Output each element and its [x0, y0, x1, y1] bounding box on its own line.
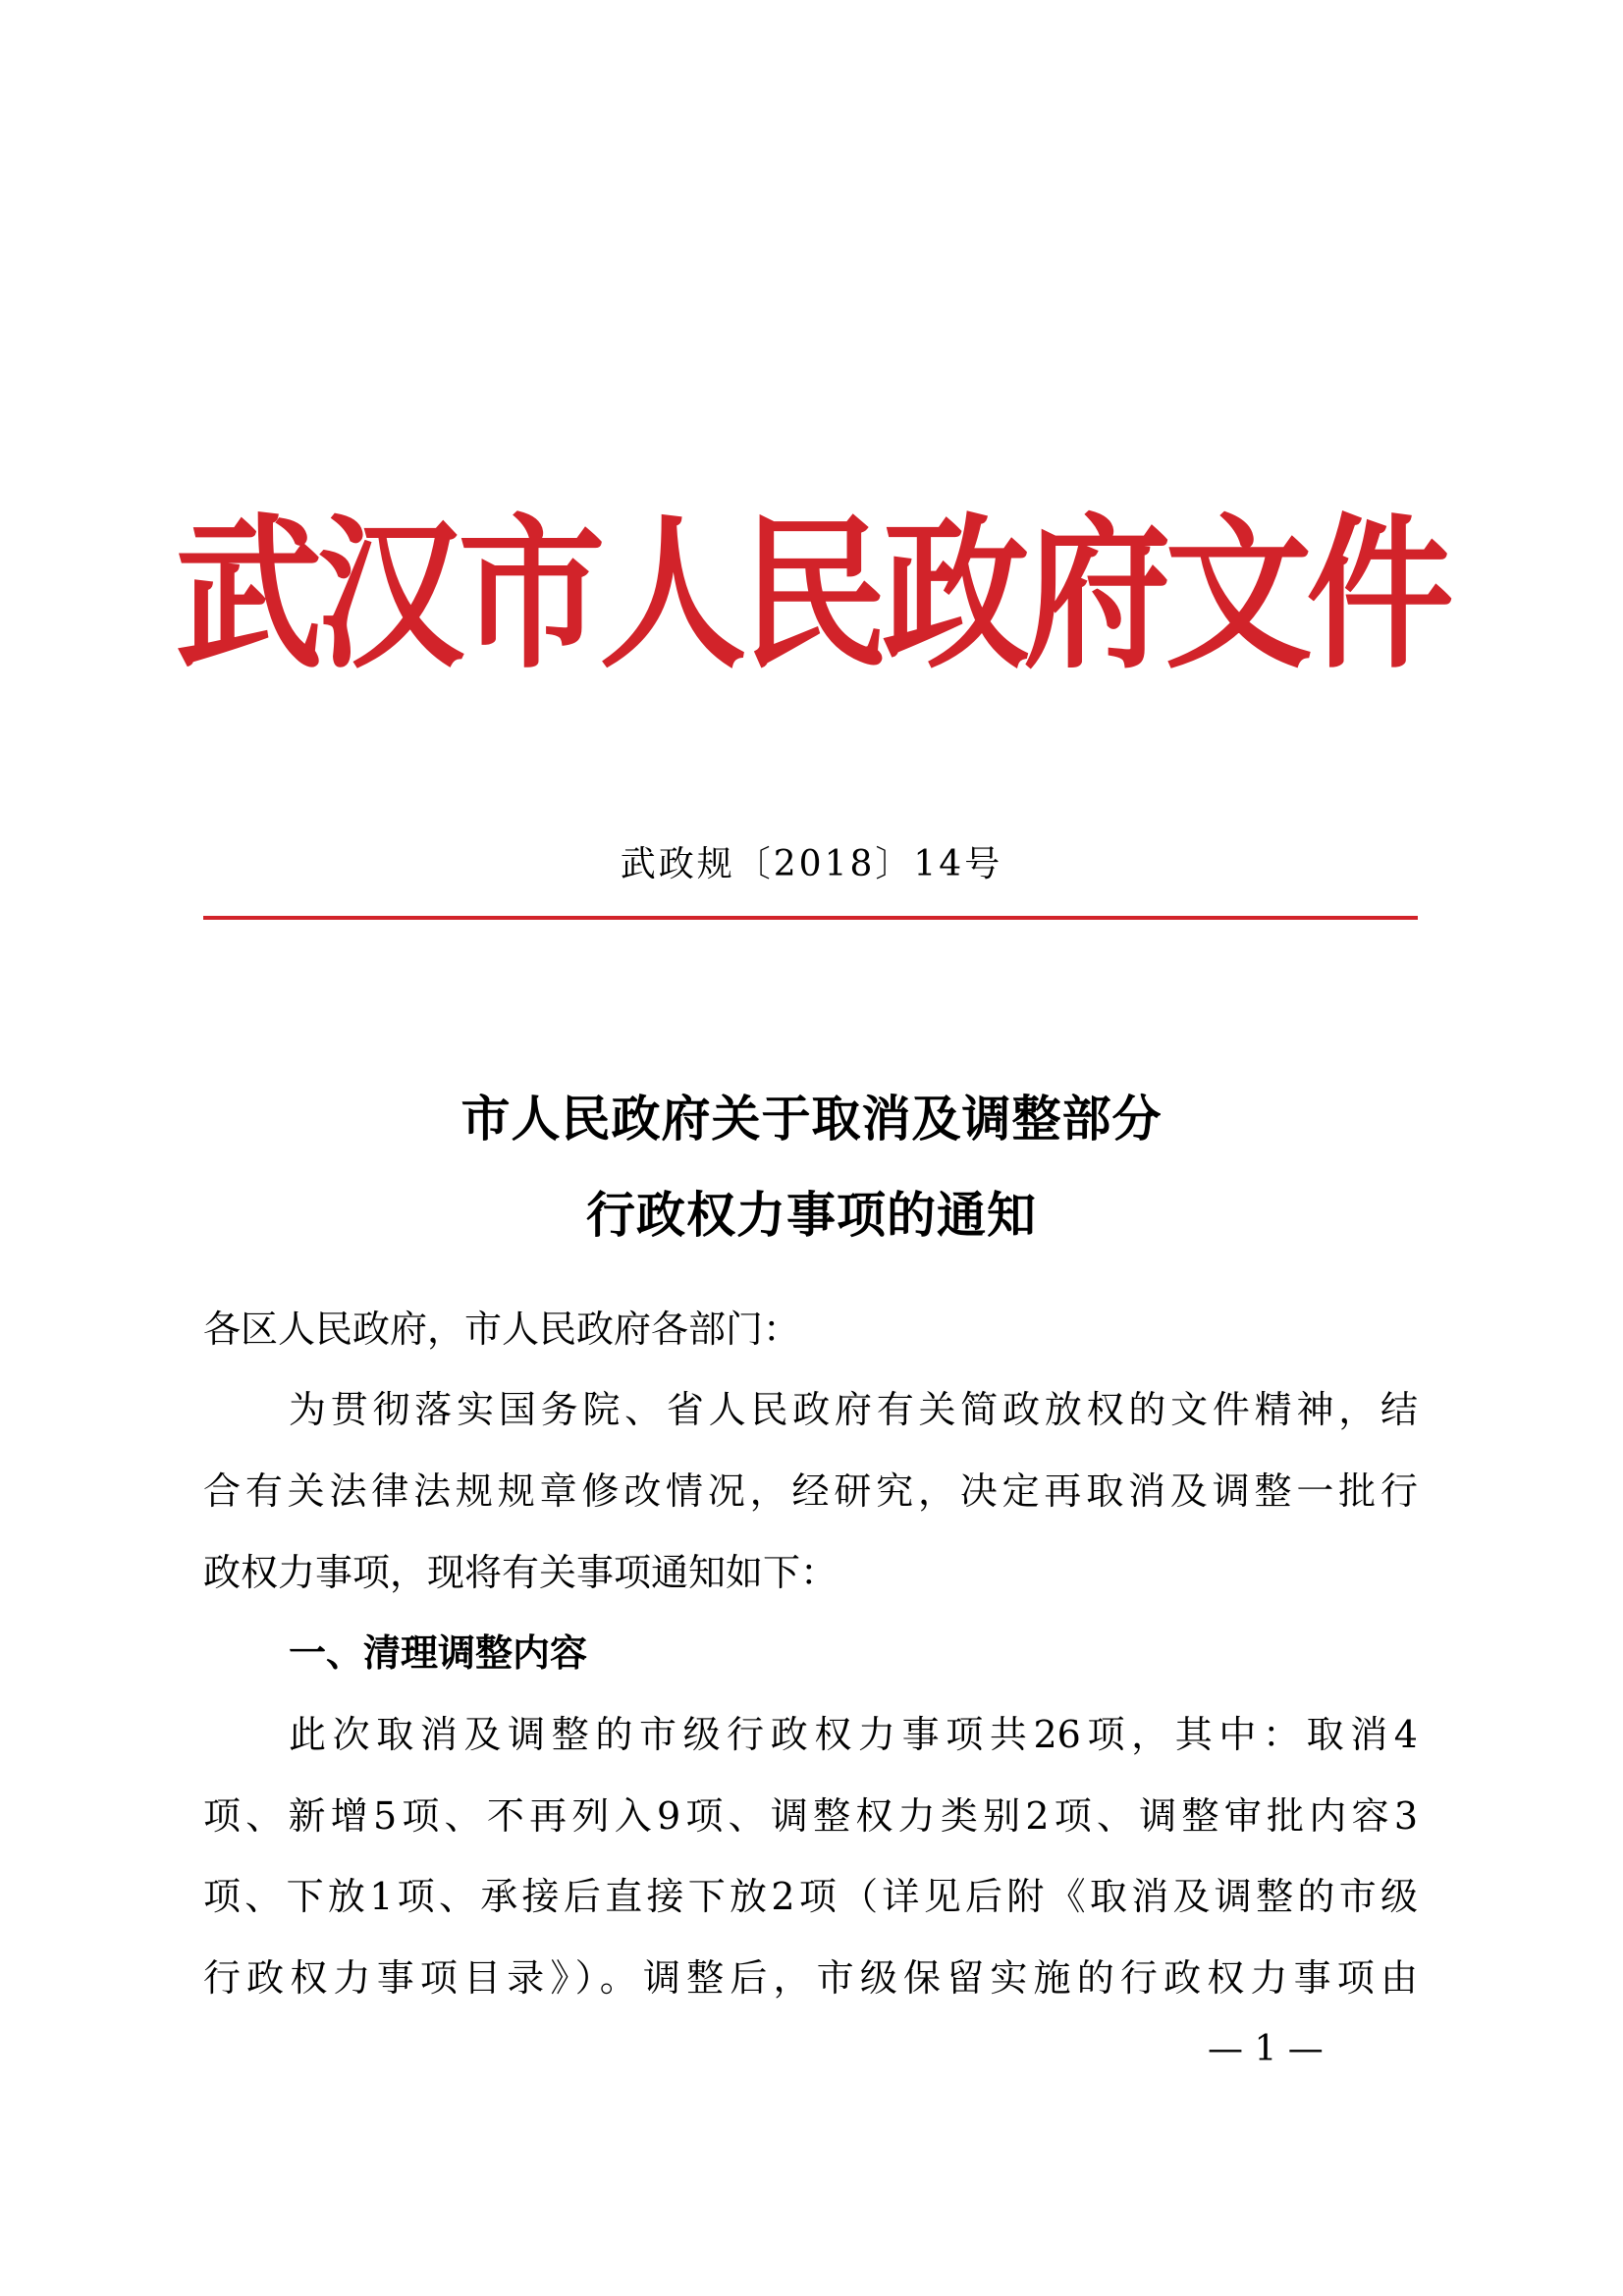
paragraph-2-line: 此次取消及调整的市级行政权力事项共26项，其中：取消4: [289, 1713, 1418, 1756]
issuer-title: 武汉市人民政府文件: [175, 498, 1448, 692]
document-number: 武政规〔2018〕14号: [620, 844, 1003, 884]
red-divider: [203, 916, 1418, 920]
paragraph-1-line: 政权力事项，现将有关事项通知如下：: [203, 1551, 839, 1594]
document-title-line-2: 行政权力事项的通知: [586, 1186, 1037, 1244]
paragraph-1-line: 为贯彻落实国务院、省人民政府有关简政放权的文件精神，结: [289, 1388, 1418, 1431]
document-title-line-1: 市人民政府关于取消及调整部分: [460, 1090, 1163, 1148]
paragraph-2-line: 行政权力事项目录》）。调整后，市级保留实施的行政权力事项由: [203, 1956, 1418, 2000]
paragraph-2-line: 项、下放1项、承接后直接下放2项（详见后附《取消及调整的市级: [203, 1875, 1418, 1918]
paragraph-1-line: 合有关法律法规规章修改情况，经研究，决定再取消及调整一批行: [203, 1469, 1418, 1513]
page-number: — 1 —: [1208, 2029, 1324, 2069]
salutation: 各区人民政府，市人民政府各部门：: [203, 1308, 801, 1351]
paragraph-2-line: 项、新增5项、不再列入9项、调整权力类别2项、调整审批内容3: [203, 1794, 1418, 1838]
section-heading: 一、清理调整内容: [289, 1631, 588, 1675]
